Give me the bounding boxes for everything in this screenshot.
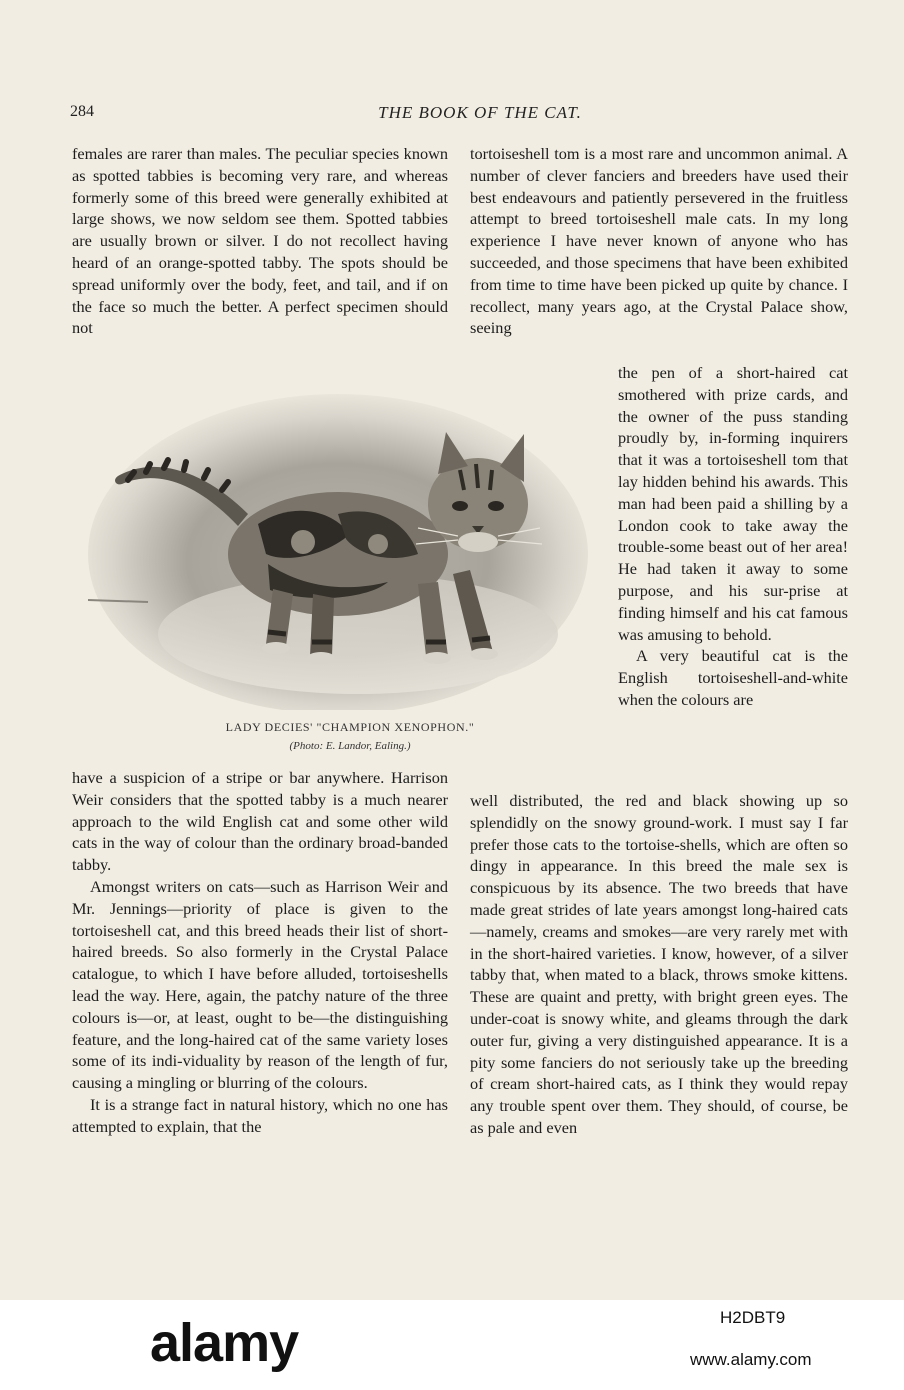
running-title: THE BOOK OF THE CAT. bbox=[378, 103, 582, 122]
paragraph: have a suspicion of a stripe or bar anywhere. Harrison Weir considers that the spotted tabby is a much nearer approach to the wild English cat and some other wild cats in the way of colour than the ordinary broad-banded tabby. bbox=[72, 768, 448, 875]
paragraph: well distributed, the red and black showing up so splendidly on the snowy ground-work. I must say I far prefer those cats to the tortoise-shells, which are often so dingy in appearance. In this breed the male sex is conspicuous by its absence. The two breeds that have made great strides of late years amongst long-haired cats—namely, creams and smokes—are very rarely met with in the short-haired varieties. I know, however, of a silver tabby that, when mated to a black, throws smoke kittens. These are quaint and pretty, with bright green eyes. The under-coat is snowy white, and gleams through the dark outer fur, giving a very distinguished appearance. It is a pity some fanciers do not seriously take up the breeding of cream short-haired cats, as I think they would repay any trouble spent over them. They should, of course, be as pale and even bbox=[470, 791, 848, 1137]
image-id: H2DBT9 bbox=[720, 1308, 786, 1327]
watermark-url: www.alamy.com bbox=[690, 1350, 812, 1369]
caption-title: LADY DECIES' "CHAMPION XENOPHON." bbox=[225, 720, 475, 734]
column-right-top bbox=[470, 143, 848, 339]
paragraph: A very beautiful cat is the English tortoiseshell-and-white when the colours are bbox=[618, 646, 848, 709]
paragraph: the pen of a short-haired cat smothered with prize cards, and the owner of the puss standing proudly by, in-forming inquirers that it was a tortoiseshell tom that lay hidden behind his awards. This man had been paid a shilling by a London cook to take away the trouble-some beast out of her area! He had taken it away to some purpose, and his sur-prise at finding himself and his cat famous was amusing to behold. bbox=[618, 363, 848, 644]
column-right-bottom bbox=[470, 790, 848, 1139]
page-number: 284 bbox=[70, 103, 94, 120]
column-right-narrow bbox=[618, 362, 848, 711]
cat-photograph bbox=[88, 394, 588, 710]
stock-watermark-bar bbox=[0, 1300, 904, 1390]
paragraph: Amongst writers on cats—such as Harrison Weir and Mr. Jennings—priority of place is given to the tortoiseshell cat, and this breed heads their list of short-haired breeds. So also formerly in the Crystal Palace catalogue, to which I have before alluded, tortoiseshells lead the way. Here, again, the patchy nature of the three colours is—or, at least, ought to be—the distinguishing feature, and the long-haired cat of the same variety loses some of its indi-viduality by reason of the length of fur, causing a mingling or blurring of the colours. bbox=[72, 876, 448, 1093]
paragraph: It is a strange fact in natural history, which no one has attempted to explain, that the bbox=[72, 1094, 448, 1136]
paragraph: tortoiseshell tom is a most rare and uncommon animal. A number of clever fanciers and breeders have used their best endeavours and patiently persevered in the fruitless attempt to breed tortoiseshell male cats. In my long experience I have never known of anyone who has succeeded, and those specimens that have been exhibited from time to time have been picked up quite by chance. I recollect, many years ago, at the Crystal Palace show, seeing bbox=[470, 144, 848, 338]
column-left-bottom bbox=[72, 767, 448, 1138]
photo-credit: (Photo: E. Landor, Ealing.) bbox=[289, 740, 411, 752]
alamy-logo: alamy bbox=[150, 1313, 299, 1373]
paragraph: females are rarer than males. The peculiar species known as spotted tabbies is becoming very rare, and whereas formerly some of this breed were generally exhibited at large shows, we now seldom see them. Spotted tabbies are usually brown or silver. I do not recollect having heard of an orange-spotted tabby. The spots should be spread uniformly over the body, feet, and tail, and if on the face so much the better. A perfect specimen should not bbox=[72, 144, 448, 338]
figure-caption bbox=[150, 718, 550, 756]
column-left-top bbox=[72, 143, 448, 339]
